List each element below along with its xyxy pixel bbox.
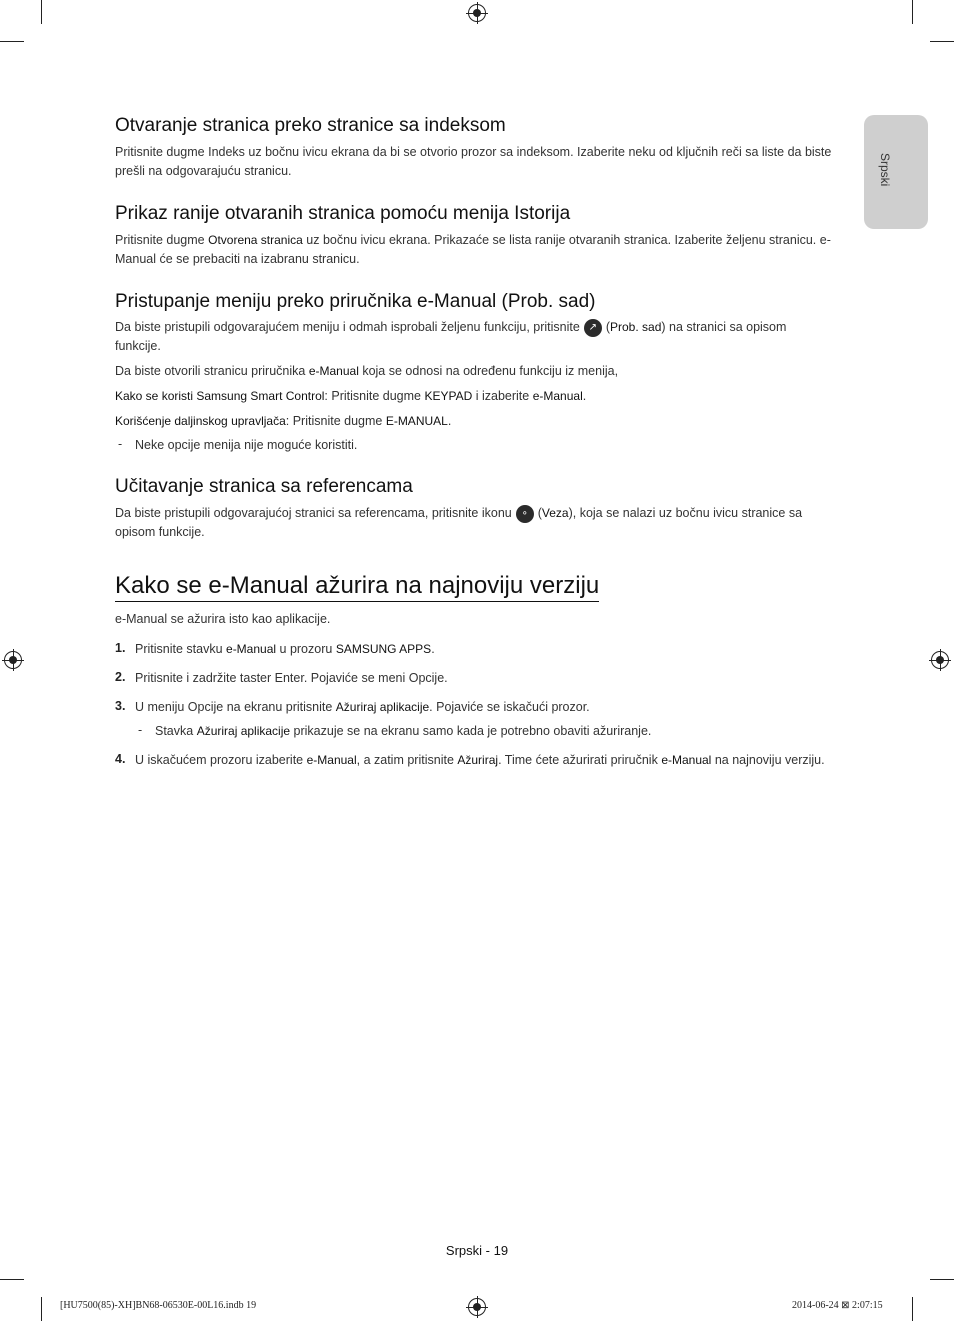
language-side-tab xyxy=(864,115,928,229)
registration-mark-icon xyxy=(4,651,22,669)
try-now-line-2: Da biste otvorili stranicu priručnika e-Manual koja se odnosi na određenu funkciju iz menija, xyxy=(115,364,619,378)
crop-mark xyxy=(930,41,954,42)
try-now-line-smart-control: Kako se koristi Samsung Smart Control: Pritisnite dugme KEYPAD i izaberite e-Manual. xyxy=(115,389,587,403)
crop-mark xyxy=(0,1279,24,1280)
link-icon: ∘ xyxy=(516,505,534,523)
sub-note-dash: - xyxy=(138,723,143,737)
section-heading-index: Otvaranje stranica preko stranice sa indeksom xyxy=(115,115,506,136)
crop-mark xyxy=(912,0,913,24)
crop-mark xyxy=(930,1279,954,1280)
section-heading-try-now: Pristupanje meniju preko priručnika e-Manual (Prob. sad) xyxy=(115,291,596,312)
section-heading-references: Učitavanje stranica sa referencama xyxy=(115,476,413,497)
side-tab-label: Srpski xyxy=(878,153,892,187)
try-now-note: Neke opcije menija nije moguće koristiti. xyxy=(135,438,358,452)
crop-mark xyxy=(41,1297,42,1321)
registration-mark-icon xyxy=(468,1298,486,1316)
page-title: Kako se e-Manual ažurira na najnoviju verziju xyxy=(115,572,599,602)
step-1: Pritisnite stavku e-Manual u prozoru SAMSUNG APPS. xyxy=(135,642,435,656)
note-dash: - xyxy=(118,437,123,451)
print-slug-right: 2014-06-24 ⊠ 2:07:15 xyxy=(792,1300,883,1311)
print-slug-left: [HU7500(85)-XH]BN68-06530E-00L16.indb 19 xyxy=(60,1300,257,1311)
registration-mark-icon xyxy=(468,4,486,22)
step-3-note: Stavka Ažuriraj aplikacije prikazuje se na ekranu samo kada je potrebno obaviti ažuriranje. xyxy=(155,724,652,738)
try-now-line-remote: Korišćenje daljinskog upravljača: Pritisnite dugme E-MANUAL. xyxy=(115,414,452,428)
term-link: Veza xyxy=(541,506,569,520)
section-heading-history: Prikaz ranije otvaranih stranica pomoću menija Istorija xyxy=(115,203,571,224)
registration-mark-icon xyxy=(931,651,949,669)
term-try-now: Prob. sad xyxy=(610,320,662,334)
crop-mark xyxy=(0,41,24,42)
step-number: 3. xyxy=(115,699,126,713)
step-number: 1. xyxy=(115,641,126,655)
try-now-icon: ↗ xyxy=(584,319,602,337)
section-body-references: Da biste pristupili odgovarajućoj stranici sa referencama, pritisnite ikonu ∘ (Veza), koja se nalazi uz bočnu ivicu stranice sa opisom funkcije. xyxy=(115,506,803,539)
crop-mark xyxy=(41,0,42,24)
step-3: U meniju Opcije na ekranu pritisnite Ažuriraj aplikacije. Pojaviće se iskačući prozor. xyxy=(135,700,590,714)
section-body-try-now: Da biste pristupili odgovarajućem meniju i odmah isprobali željenu funkciju, pritisnite ↗ (Prob. sad) na stranici sa opisom funkcije. xyxy=(115,320,787,353)
crop-mark xyxy=(912,1297,913,1321)
page-number: Srpski - 19 xyxy=(445,1243,509,1258)
section-body-history: Pritisnite dugme Otvorena stranica uz bočnu ivicu ekrana. Prikazaće se lista ranije otvaranih stranica. Izaberite željenu stranicu. e-Manual će se prebaciti na izabranu stranicu. xyxy=(115,233,831,266)
step-number: 2. xyxy=(115,670,126,684)
step-2: Pritisnite i zadržite taster Enter. Pojaviće se meni Opcije. xyxy=(135,671,448,685)
step-4: U iskačućem prozoru izaberite e-Manual, a zatim pritisnite Ažuriraj. Time ćete ažurirati priručnik e-Manual na najnoviju verziju. xyxy=(135,753,825,767)
update-intro: e-Manual se ažurira isto kao aplikacije. xyxy=(115,612,331,626)
step-number: 4. xyxy=(115,752,126,766)
section-body-index: Pritisnite dugme Indeks uz bočnu ivicu ekrana da bi se otvorio prozor sa indeksom. Izaberite neku od ključnih reči sa liste da biste prešli na odgovarajuću stranicu. xyxy=(115,145,832,178)
term-opened-page: Otvorena stranica xyxy=(208,233,303,247)
